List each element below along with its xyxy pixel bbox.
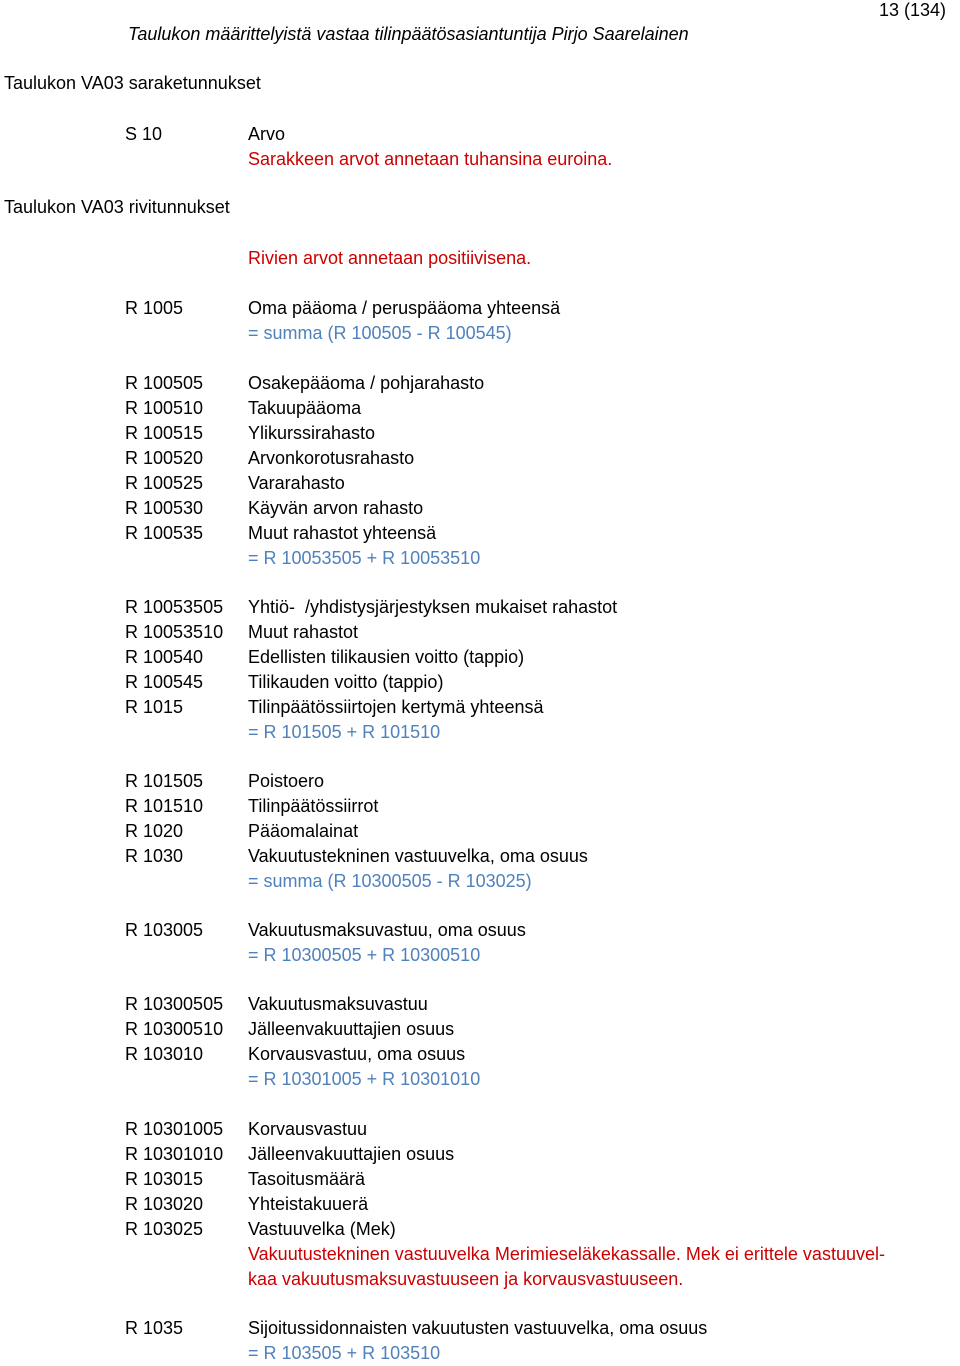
table-row (0, 670, 960, 695)
row-label: Tilinpäätössiirtojen kertymä yhteensä (248, 697, 544, 717)
row-code: R 1035 (125, 1318, 184, 1338)
row-code: R 1015 (125, 697, 184, 717)
table-row (0, 1316, 960, 1341)
row-label: Oma pääoma / peruspääoma yhteensä (248, 298, 561, 318)
row-code: R 101505 (125, 771, 204, 791)
row-formula: = R 10301005 + R 10301010 (248, 1069, 481, 1089)
table-row (0, 844, 960, 869)
row-label: Vararahasto (248, 473, 345, 493)
row-code: R 100515 (125, 423, 204, 443)
document-header-title: Taulukon määrittelyistä vastaa tilinpäätösasiantuntija Pirjo Saarelainen (128, 24, 689, 44)
row-code: R 100540 (125, 647, 204, 667)
page-number: 13 (134) (878, 0, 946, 20)
row-label: Muut rahastot (248, 622, 359, 642)
row-label: Poistoero (248, 771, 325, 791)
row-label: Tasoitusmäärä (248, 1169, 366, 1189)
table-row (0, 421, 960, 446)
row-note: kaa vakuutusmaksuvastuuseen ja korvausvastuuseen. (248, 1269, 684, 1289)
row-group (0, 769, 960, 894)
row-label: Osakepääoma / pohjarahasto (248, 373, 485, 393)
row-code: R 1030 (125, 846, 184, 866)
table-row (0, 1042, 960, 1067)
row-group (0, 296, 960, 346)
row-code: R 100520 (125, 448, 204, 468)
column-code: S 10 (125, 124, 163, 144)
row-label: Vastuuvelka (Mek) (248, 1219, 396, 1239)
row-label: Jälleenvakuuttajien osuus (248, 1019, 455, 1039)
row-group (0, 371, 960, 571)
row-note: Vakuutustekninen vastuuvelka Merimieseläkekassalle. Mek ei erittele vastuuvel- (248, 1244, 885, 1264)
row-code: R 10300505 (125, 994, 224, 1014)
table-row (0, 296, 960, 321)
row-code: R 100510 (125, 398, 204, 418)
row-code: R 103025 (125, 1219, 204, 1239)
row-formula: = R 10053505 + R 10053510 (248, 548, 481, 568)
row-label: Pääomalainat (248, 821, 359, 841)
table-row (0, 471, 960, 496)
table-row (0, 1167, 960, 1192)
row-code: R 10053510 (125, 622, 224, 642)
table-row (0, 645, 960, 670)
table-row (0, 1217, 960, 1242)
row-formula: = R 10300505 + R 10300510 (248, 945, 481, 965)
row-label: Käyvän arvon rahasto (248, 498, 424, 518)
rows-note: Rivien arvot annetaan positiivisena. (248, 248, 532, 268)
row-code: R 101510 (125, 796, 204, 816)
row-code: R 10300510 (125, 1019, 224, 1039)
columns-section-title: Taulukon VA03 saraketunnukset (4, 73, 261, 93)
row-code: R 1020 (125, 821, 184, 841)
table-row (0, 521, 960, 546)
row-code: R 100525 (125, 473, 204, 493)
table-row (0, 371, 960, 396)
row-group (0, 1117, 960, 1292)
table-row (0, 918, 960, 943)
table-row (0, 695, 960, 720)
table-row (0, 819, 960, 844)
row-label: Tilikauden voitto (tappio) (248, 672, 444, 692)
table-row (0, 396, 960, 421)
row-code: R 100505 (125, 373, 204, 393)
table-row (0, 992, 960, 1017)
row-code: R 10053505 (125, 597, 224, 617)
rows-section-title: Taulukon VA03 rivitunnukset (4, 197, 230, 217)
row-label: Vakuutusmaksuvastuu (248, 994, 428, 1014)
rows-note-block (0, 246, 960, 271)
table-row (0, 794, 960, 819)
row-formula: = R 101505 + R 101510 (248, 722, 441, 742)
table-row (0, 595, 960, 620)
row-group (0, 1316, 960, 1366)
row-code: R 100545 (125, 672, 204, 692)
table-row (0, 496, 960, 521)
row-code: R 103020 (125, 1194, 204, 1214)
row-label: Tilinpäätössiirrot (248, 796, 379, 816)
row-label: Ylikurssirahasto (248, 423, 376, 443)
row-label: Arvonkorotusrahasto (248, 448, 415, 468)
row-label: Edellisten tilikausien voitto (tappio) (248, 647, 525, 667)
row-formula: = R 103505 + R 103510 (248, 1343, 441, 1363)
table-row (0, 1017, 960, 1042)
table-row (0, 1117, 960, 1142)
row-formula: = summa (R 100505 - R 100545) (248, 323, 512, 343)
row-label: Vakuutusmaksuvastuu, oma osuus (248, 920, 526, 940)
row-code: R 10301010 (125, 1144, 224, 1164)
row-code: R 103015 (125, 1169, 204, 1189)
row-group (0, 918, 960, 968)
row-label: Vakuutustekninen vastuuvelka, oma osuus (248, 846, 588, 866)
row-code: R 100530 (125, 498, 204, 518)
row-formula: = summa (R 10300505 - R 103025) (248, 871, 532, 891)
row-code: R 1005 (125, 298, 184, 318)
column-definition (0, 122, 960, 172)
table-row (0, 769, 960, 794)
row-group (0, 595, 960, 745)
table-row (0, 446, 960, 471)
row-label: Sijoitussidonnaisten vakuutusten vastuuvelka, oma osuus (248, 1318, 708, 1338)
table-row (0, 1192, 960, 1217)
row-label: Jälleenvakuuttajien osuus (248, 1144, 455, 1164)
row-label: Korvausvastuu, oma osuus (248, 1044, 466, 1064)
table-row (0, 620, 960, 645)
row-group (0, 992, 960, 1092)
column-note: Sarakkeen arvot annetaan tuhansina euroina. (248, 149, 613, 169)
column-label: Arvo (248, 124, 286, 144)
row-code: R 103005 (125, 920, 204, 940)
row-code: R 10301005 (125, 1119, 224, 1139)
row-code: R 100535 (125, 523, 204, 543)
row-label: Yhtiö- /yhdistysjärjestyksen mukaiset rahastot (248, 597, 618, 617)
row-label: Yhteistakuuerä (248, 1194, 369, 1214)
row-label: Muut rahastot yhteensä (248, 523, 437, 543)
table-row (0, 1142, 960, 1167)
row-label: Korvausvastuu (248, 1119, 368, 1139)
row-label: Takuupääoma (248, 398, 362, 418)
row-code: R 103010 (125, 1044, 204, 1064)
